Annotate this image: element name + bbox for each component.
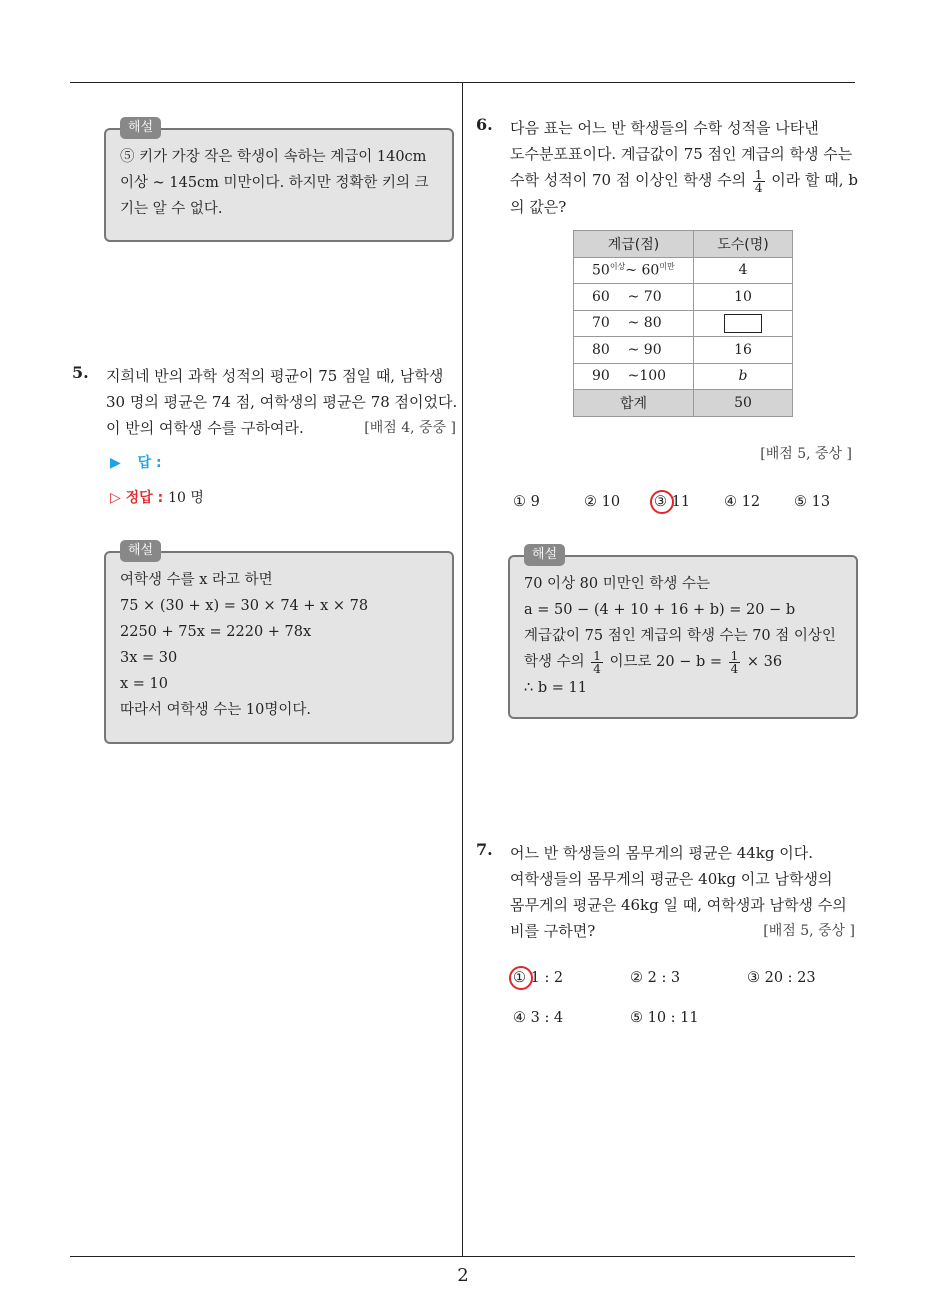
correct-value: 10 명 [168, 490, 204, 506]
fraction-numerator: 1 [593, 648, 601, 663]
choice-1[interactable]: ① 9 [513, 494, 540, 510]
frequency-table [573, 230, 793, 417]
answer-label: 답 : [137, 455, 162, 471]
question-line: 도수분포표이다. 계급값이 75 점인 계급의 학생 수는 [510, 145, 853, 163]
explanation-box-6 [508, 547, 858, 719]
explanation-line [524, 649, 842, 675]
class-from: 50 [592, 263, 610, 280]
explanation-line: 70 이상 80 미만인 학생 수는 [524, 576, 711, 592]
freq-cell [694, 310, 793, 337]
selected-answer-circle-icon [509, 966, 533, 990]
explanation-line: x = 10 [120, 676, 168, 692]
question-7-text [510, 840, 855, 944]
freq-cell: 16 [694, 337, 793, 364]
choice-5[interactable]: ⑤ 10 : 11 [630, 1010, 699, 1026]
page-number: 2 [457, 1265, 469, 1286]
explanation-text: 이므로 20 − b = [609, 654, 722, 670]
score-label: [배점 5, 중상 ] [763, 923, 855, 939]
question-line: 여학생들의 몸무게의 평균은 40kg 이고 남학생의 [510, 870, 833, 888]
correct-label: 정답 : [125, 490, 164, 506]
choice-5[interactable]: ⑤ 13 [794, 494, 831, 510]
class-cell: 90 ~100 [574, 363, 694, 390]
fraction-numerator: 1 [730, 648, 739, 663]
question-line-text: 비를 구하면? [510, 922, 596, 940]
question-line: 30 명의 평균은 74 점, 여학생의 평균은 78 점이었다. [106, 393, 458, 411]
explanation-text: × 36 [746, 654, 783, 670]
class-sep: ~ [625, 263, 638, 280]
question-line-text: 이라 할 때, b [771, 171, 858, 189]
question-5-number: 5. [72, 363, 89, 382]
table-header-row [574, 231, 793, 258]
sup-to: 미만 [659, 262, 675, 272]
question-line: 어느 반 학생들의 몸무게의 평균은 44kg 이다. [510, 844, 813, 862]
table-row [574, 363, 793, 390]
fraction-denominator: 4 [593, 661, 601, 676]
table-total-row [574, 390, 793, 417]
outline-arrow-icon: ▷ [110, 490, 121, 506]
question-line [106, 415, 456, 441]
explanation-line: a = 50 − (4 + 10 + 16 + b) = 20 − b [524, 602, 796, 618]
choice-1[interactable]: ① 1 : 2 [513, 970, 564, 986]
question-line: 다음 표는 어느 반 학생들의 수학 성적을 나타낸 [510, 119, 819, 137]
class-cell [574, 257, 694, 284]
choice-3[interactable]: ③ 20 : 23 [747, 970, 816, 986]
fraction [591, 650, 603, 675]
question-line [510, 918, 855, 944]
total-label: 합계 [574, 390, 694, 417]
explanation-line: 여학생 수를 x 라고 하면 [120, 572, 273, 588]
question-line: 지희네 반의 과학 성적의 평균이 75 점일 때, 남학생 [106, 367, 444, 385]
class-cell: 80 ~ 90 [574, 337, 694, 364]
score-label: [배점 5, 중상 ] [760, 446, 852, 462]
explanation-line: ∴ b = 11 [524, 680, 587, 696]
question-line [510, 167, 858, 195]
question-line-text: 수학 성적이 70 점 이상인 학생 수의 [510, 171, 747, 189]
table-row [574, 310, 793, 337]
play-arrow-icon: ▶ [110, 455, 121, 471]
explanation-line: 기는 알 수 없다. [120, 201, 223, 217]
score-label: [배점 4, 중중 ] [364, 420, 456, 436]
class-to: 60 [641, 263, 660, 280]
choice-4[interactable]: ④ 12 [724, 494, 761, 510]
freq-cell: 4 [694, 257, 793, 284]
table-header: 계급(점) [574, 231, 694, 258]
explanation-tag: 해설 [120, 540, 161, 562]
explanation-line: 2250 + 75x = 2220 + 78x [120, 624, 312, 640]
correct-answer-row [110, 487, 204, 507]
explanation-line: 계급값이 75 점인 계급의 학생 수는 70 점 이상인 [524, 628, 836, 644]
choice-3[interactable]: ③ 11 [654, 494, 691, 510]
class-cell: 60 ~ 70 [574, 284, 694, 311]
question-7-number: 7. [476, 840, 493, 859]
blank-box [724, 314, 762, 333]
fraction [753, 169, 765, 194]
question-5-text [106, 363, 456, 441]
question-line-text: 이 반의 여학생 수를 구하여라. [106, 419, 304, 437]
explanation-box-5 [104, 543, 454, 744]
explanation-line: 75 × (30 + x) = 30 × 74 + x × 78 [120, 598, 369, 614]
explanation-tag: 해설 [120, 117, 161, 139]
column-divider [462, 83, 463, 1257]
table-row [574, 257, 793, 284]
class-cell: 70 ~ 80 [574, 310, 694, 337]
fraction-numerator: 1 [754, 167, 763, 182]
explanation-line: ⑤ 키가 가장 작은 학생이 속하는 계급이 140cm [120, 149, 427, 165]
freq-cell: b [694, 363, 793, 390]
question-line: 몸무게의 평균은 46kg 일 때, 여학생과 남학생 수의 [510, 896, 847, 914]
question-6-number: 6. [476, 115, 493, 134]
explanation-text: 학생 수의 [524, 654, 585, 670]
explanation-tag: 해설 [524, 544, 565, 566]
fraction-denominator: 4 [754, 180, 763, 195]
freq-cell: 10 [694, 284, 793, 311]
sup-from: 이상 [609, 262, 626, 272]
explanation-box-4 [104, 120, 454, 242]
choice-2[interactable]: ② 10 [584, 494, 621, 510]
table-header: 도수(명) [694, 231, 793, 258]
question-6-text [510, 115, 858, 220]
selected-answer-circle-icon [650, 490, 674, 514]
answer-row[interactable] [110, 452, 162, 472]
fraction [729, 650, 741, 675]
choice-2[interactable]: ② 2 : 3 [630, 970, 681, 986]
explanation-line: 따라서 여학생 수는 10명이다. [120, 702, 311, 718]
table-row [574, 337, 793, 364]
fraction-denominator: 4 [730, 661, 739, 676]
explanation-line: 3x = 30 [120, 650, 178, 666]
table-row [574, 284, 793, 311]
choice-4[interactable]: ④ 3 : 4 [513, 1010, 564, 1026]
question-line: 의 값은? [510, 197, 567, 216]
explanation-line: 이상 ~ 145cm 미만이다. 하지만 정확한 키의 크 [120, 175, 429, 191]
total-value: 50 [694, 390, 793, 417]
